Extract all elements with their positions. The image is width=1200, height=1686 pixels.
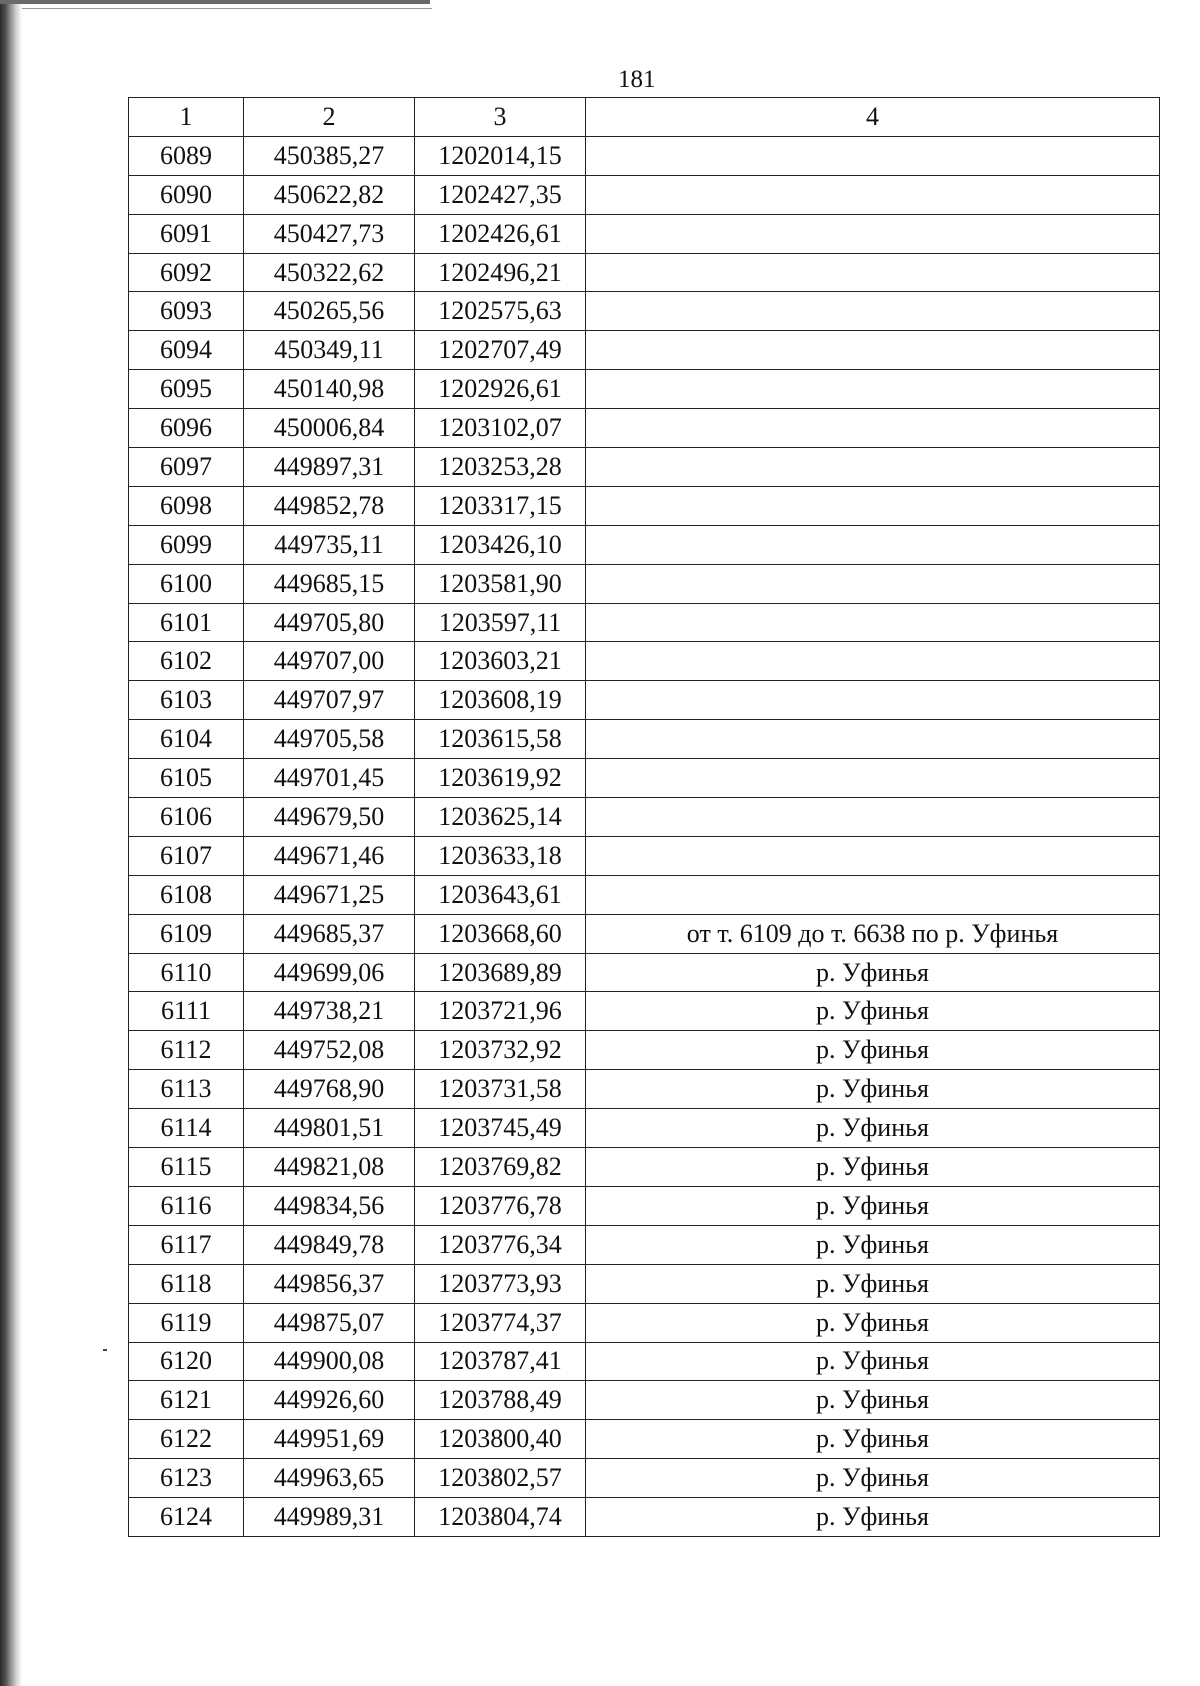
point-number-cell: 6095 [129,370,244,409]
y-coordinate-cell: 1203615,58 [415,720,586,759]
table-row [129,603,1160,642]
table-row [129,1070,1160,1109]
x-coordinate-cell: 450140,98 [244,370,415,409]
table-row [129,681,1160,720]
table-row [129,331,1160,370]
description-cell [586,370,1160,409]
x-coordinate-cell: 449738,21 [244,992,415,1031]
x-coordinate-cell: 450322,62 [244,253,415,292]
point-number-cell: 6121 [129,1381,244,1420]
y-coordinate-cell: 1202926,61 [415,370,586,409]
description-cell [586,836,1160,875]
x-coordinate-cell: 449701,45 [244,759,415,798]
y-coordinate-cell: 1203802,57 [415,1459,586,1498]
point-number-cell: 6124 [129,1498,244,1537]
description-cell [586,331,1160,370]
table-row [129,136,1160,175]
description-cell [586,253,1160,292]
y-coordinate-cell: 1202426,61 [415,214,586,253]
description-cell [586,448,1160,487]
description-cell: р. Уфинья [586,1070,1160,1109]
x-coordinate-cell: 449735,11 [244,525,415,564]
y-coordinate-cell: 1203731,58 [415,1070,586,1109]
x-coordinate-cell: 449671,25 [244,875,415,914]
y-coordinate-cell: 1203774,37 [415,1303,586,1342]
scan-speck [103,1349,107,1351]
y-coordinate-cell: 1203773,93 [415,1264,586,1303]
point-number-cell: 6106 [129,798,244,837]
table-row [129,175,1160,214]
y-coordinate-cell: 1203426,10 [415,525,586,564]
header-cell-4: 4 [586,98,1160,137]
x-coordinate-cell: 449705,58 [244,720,415,759]
table-row [129,253,1160,292]
y-coordinate-cell: 1203776,78 [415,1186,586,1225]
table-row [129,1148,1160,1187]
x-coordinate-cell: 449852,78 [244,486,415,525]
table-row [129,1109,1160,1148]
description-cell [586,525,1160,564]
x-coordinate-cell: 449671,46 [244,836,415,875]
y-coordinate-cell: 1203788,49 [415,1381,586,1420]
table-row [129,1459,1160,1498]
description-cell: р. Уфинья [586,1031,1160,1070]
x-coordinate-cell: 450385,27 [244,136,415,175]
page-number: 181 [618,66,656,93]
table-row [129,1420,1160,1459]
table-row [129,525,1160,564]
x-coordinate-cell: 449685,37 [244,914,415,953]
point-number-cell: 6103 [129,681,244,720]
description-cell: р. Уфинья [586,1109,1160,1148]
x-coordinate-cell: 449834,56 [244,1186,415,1225]
description-cell [586,720,1160,759]
point-number-cell: 6122 [129,1420,244,1459]
y-coordinate-cell: 1203776,34 [415,1225,586,1264]
x-coordinate-cell: 449951,69 [244,1420,415,1459]
table-row [129,1498,1160,1537]
table-row [129,370,1160,409]
point-number-cell: 6098 [129,486,244,525]
point-number-cell: 6092 [129,253,244,292]
description-cell [586,681,1160,720]
header-cell-2: 2 [244,98,415,137]
y-coordinate-cell: 1202014,15 [415,136,586,175]
x-coordinate-cell: 449900,08 [244,1342,415,1381]
description-cell [586,875,1160,914]
description-cell [586,486,1160,525]
point-number-cell: 6113 [129,1070,244,1109]
y-coordinate-cell: 1203668,60 [415,914,586,953]
x-coordinate-cell: 450006,84 [244,409,415,448]
point-number-cell: 6107 [129,836,244,875]
description-cell: р. Уфинья [586,1459,1160,1498]
coordinates-table [128,97,1160,1537]
y-coordinate-cell: 1202496,21 [415,253,586,292]
x-coordinate-cell: 449705,80 [244,603,415,642]
y-coordinate-cell: 1203721,96 [415,992,586,1031]
x-coordinate-cell: 449821,08 [244,1148,415,1187]
x-coordinate-cell: 449801,51 [244,1109,415,1148]
description-cell: р. Уфинья [586,1148,1160,1187]
x-coordinate-cell: 450349,11 [244,331,415,370]
table-row [129,875,1160,914]
y-coordinate-cell: 1203625,14 [415,798,586,837]
description-cell [586,409,1160,448]
table-row [129,992,1160,1031]
x-coordinate-cell: 449679,50 [244,798,415,837]
x-coordinate-cell: 449875,07 [244,1303,415,1342]
y-coordinate-cell: 1203253,28 [415,448,586,487]
description-cell [586,292,1160,331]
point-number-cell: 6102 [129,642,244,681]
x-coordinate-cell: 450622,82 [244,175,415,214]
x-coordinate-cell: 449768,90 [244,1070,415,1109]
description-cell [586,214,1160,253]
table-header-row [129,98,1160,137]
point-number-cell: 6108 [129,875,244,914]
point-number-cell: 6105 [129,759,244,798]
x-coordinate-cell: 450265,56 [244,292,415,331]
description-cell: от т. 6109 до т. 6638 по р. Уфинья [586,914,1160,953]
coordinates-table-body [129,98,1160,1537]
table-row [129,1186,1160,1225]
point-number-cell: 6119 [129,1303,244,1342]
y-coordinate-cell: 1202707,49 [415,331,586,370]
y-coordinate-cell: 1203317,15 [415,486,586,525]
y-coordinate-cell: 1203603,21 [415,642,586,681]
y-coordinate-cell: 1203804,74 [415,1498,586,1537]
y-coordinate-cell: 1203102,07 [415,409,586,448]
table-row [129,759,1160,798]
point-number-cell: 6089 [129,136,244,175]
y-coordinate-cell: 1203769,82 [415,1148,586,1187]
y-coordinate-cell: 1203745,49 [415,1109,586,1148]
point-number-cell: 6094 [129,331,244,370]
point-number-cell: 6116 [129,1186,244,1225]
description-cell: р. Уфинья [586,1420,1160,1459]
header-cell-3: 3 [415,98,586,137]
y-coordinate-cell: 1203732,92 [415,1031,586,1070]
scan-edge-top [0,0,430,4]
point-number-cell: 6118 [129,1264,244,1303]
y-coordinate-cell: 1203633,18 [415,836,586,875]
point-number-cell: 6097 [129,448,244,487]
point-number-cell: 6123 [129,1459,244,1498]
x-coordinate-cell: 449856,37 [244,1264,415,1303]
description-cell: р. Уфинья [586,953,1160,992]
y-coordinate-cell: 1203689,89 [415,953,586,992]
x-coordinate-cell: 449897,31 [244,448,415,487]
description-cell: р. Уфинья [586,1342,1160,1381]
scan-edge-line [22,8,432,9]
description-cell: р. Уфинья [586,1264,1160,1303]
y-coordinate-cell: 1203643,61 [415,875,586,914]
point-number-cell: 6114 [129,1109,244,1148]
table-row [129,1031,1160,1070]
x-coordinate-cell: 449707,00 [244,642,415,681]
table-row [129,1381,1160,1420]
description-cell [586,603,1160,642]
description-cell: р. Уфинья [586,1381,1160,1420]
table-row [129,448,1160,487]
point-number-cell: 6117 [129,1225,244,1264]
y-coordinate-cell: 1202427,35 [415,175,586,214]
point-number-cell: 6104 [129,720,244,759]
scan-shadow-left [0,0,22,1686]
description-cell [586,798,1160,837]
table-row [129,798,1160,837]
description-cell [586,564,1160,603]
description-cell [586,759,1160,798]
table-row [129,1264,1160,1303]
table-row [129,720,1160,759]
table-row [129,1342,1160,1381]
x-coordinate-cell: 449963,65 [244,1459,415,1498]
table-row [129,953,1160,992]
point-number-cell: 6093 [129,292,244,331]
description-cell: р. Уфинья [586,992,1160,1031]
point-number-cell: 6099 [129,525,244,564]
point-number-cell: 6109 [129,914,244,953]
table-row [129,292,1160,331]
description-cell [586,175,1160,214]
y-coordinate-cell: 1202575,63 [415,292,586,331]
point-number-cell: 6120 [129,1342,244,1381]
description-cell: р. Уфинья [586,1498,1160,1537]
x-coordinate-cell: 450427,73 [244,214,415,253]
x-coordinate-cell: 449926,60 [244,1381,415,1420]
table-row [129,564,1160,603]
table-row [129,214,1160,253]
table-row [129,486,1160,525]
point-number-cell: 6111 [129,992,244,1031]
point-number-cell: 6110 [129,953,244,992]
x-coordinate-cell: 449849,78 [244,1225,415,1264]
point-number-cell: 6096 [129,409,244,448]
point-number-cell: 6100 [129,564,244,603]
y-coordinate-cell: 1203597,11 [415,603,586,642]
point-number-cell: 6115 [129,1148,244,1187]
description-cell: р. Уфинья [586,1225,1160,1264]
table-row [129,1303,1160,1342]
x-coordinate-cell: 449989,31 [244,1498,415,1537]
table-row [129,836,1160,875]
table-row [129,642,1160,681]
table-row [129,1225,1160,1264]
y-coordinate-cell: 1203581,90 [415,564,586,603]
description-cell [586,136,1160,175]
table-row [129,409,1160,448]
x-coordinate-cell: 449699,06 [244,953,415,992]
point-number-cell: 6090 [129,175,244,214]
table-row [129,914,1160,953]
description-cell: р. Уфинья [586,1186,1160,1225]
header-cell-1: 1 [129,98,244,137]
description-cell: р. Уфинья [586,1303,1160,1342]
point-number-cell: 6091 [129,214,244,253]
x-coordinate-cell: 449752,08 [244,1031,415,1070]
x-coordinate-cell: 449707,97 [244,681,415,720]
point-number-cell: 6112 [129,1031,244,1070]
point-number-cell: 6101 [129,603,244,642]
y-coordinate-cell: 1203619,92 [415,759,586,798]
description-cell [586,642,1160,681]
y-coordinate-cell: 1203800,40 [415,1420,586,1459]
y-coordinate-cell: 1203608,19 [415,681,586,720]
y-coordinate-cell: 1203787,41 [415,1342,586,1381]
x-coordinate-cell: 449685,15 [244,564,415,603]
